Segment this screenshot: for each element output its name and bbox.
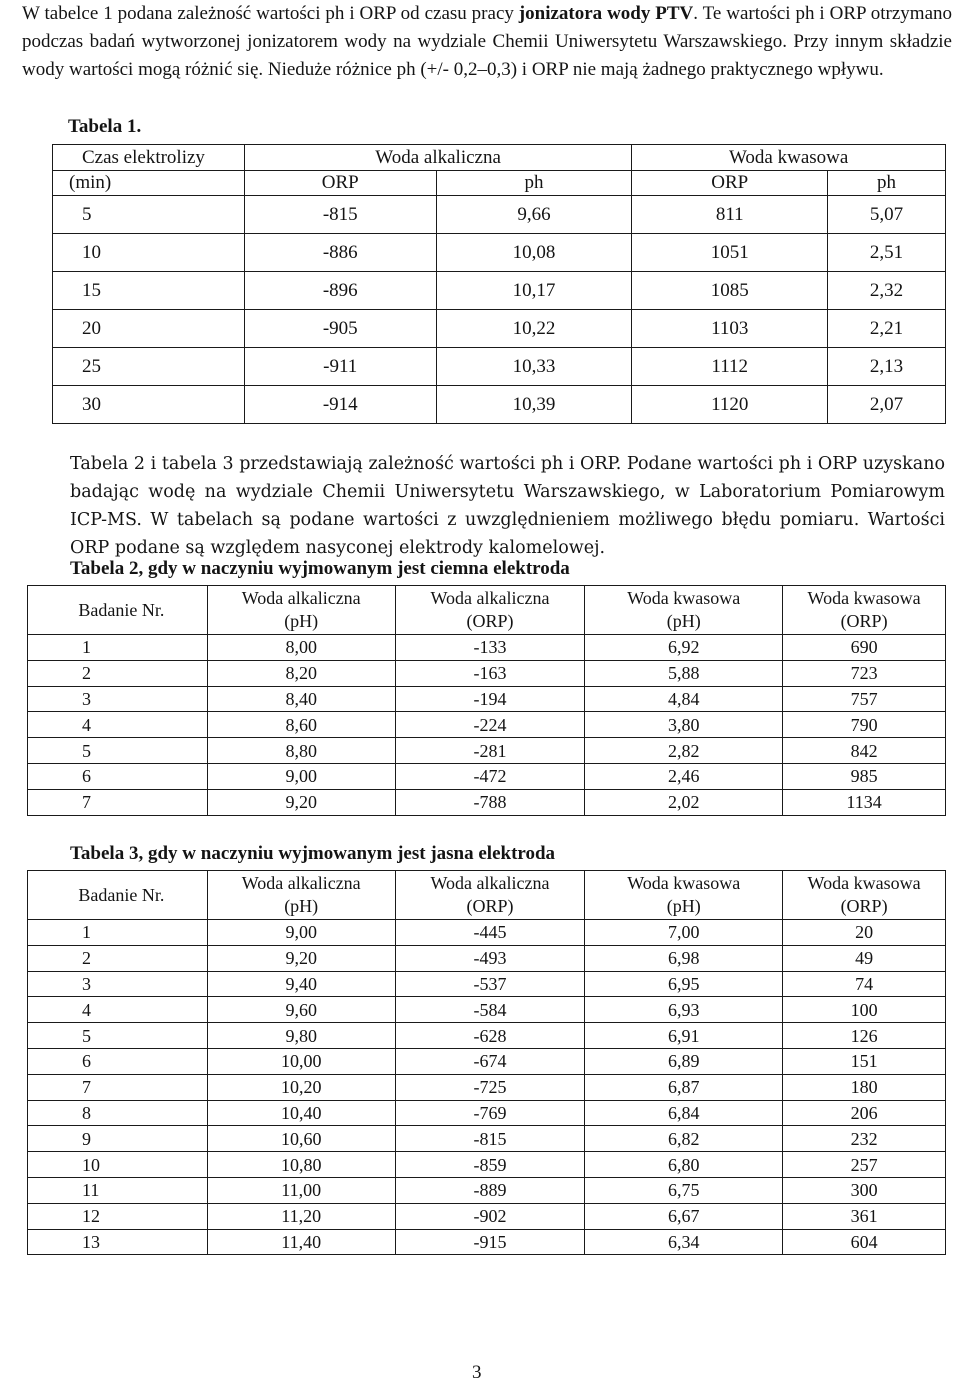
table1-cell-time: 15	[53, 272, 245, 310]
table2-cell: 6,92	[585, 635, 783, 661]
table3-cell: 9,60	[207, 997, 395, 1023]
table3-cell-nr: 13	[28, 1229, 208, 1255]
table3-cell: 100	[783, 997, 946, 1023]
table3-cell: 6,89	[585, 1048, 783, 1074]
table-row	[53, 196, 946, 234]
table1-cell: 10,08	[436, 234, 632, 272]
table1-cell: 1103	[632, 310, 828, 348]
table3-cell: 206	[783, 1100, 946, 1126]
table2-cell-nr: 6	[28, 763, 208, 789]
table2-cell: 8,20	[207, 660, 395, 686]
table3-cell: 6,82	[585, 1126, 783, 1152]
table1-cell: 2,13	[828, 348, 946, 386]
table2-cell: 5,88	[585, 660, 783, 686]
table1-cell: 2,32	[828, 272, 946, 310]
table2-cell-nr: 5	[28, 738, 208, 764]
table3-cell: 126	[783, 1023, 946, 1049]
table-row	[28, 971, 946, 997]
table-row	[53, 234, 946, 272]
table2-cell: 3,80	[585, 712, 783, 738]
intro-bold-product: jonizatora wody PTV	[518, 3, 694, 24]
table1-cell: -886	[244, 234, 436, 272]
table3-cell-nr: 7	[28, 1074, 208, 1100]
table1-sub-header: ph	[436, 171, 632, 196]
table2-cell: -472	[395, 763, 585, 789]
table1-header-time-unit: (min)	[53, 171, 245, 196]
table3-cell-nr: 12	[28, 1203, 208, 1229]
table-row	[28, 945, 946, 971]
table2-header-line2: (pH)	[284, 611, 319, 631]
table3-cell-nr: 2	[28, 945, 208, 971]
table3-cell: 10,80	[207, 1152, 395, 1178]
table3-cell: -493	[395, 945, 585, 971]
table3-cell: 74	[783, 971, 946, 997]
table2-cell: -163	[395, 660, 585, 686]
table1-cell: 10,39	[436, 386, 632, 424]
table1-body	[53, 196, 946, 424]
table1-cell: 5,07	[828, 196, 946, 234]
table3-header-line2: (pH)	[666, 896, 701, 916]
table1-cell: -914	[244, 386, 436, 424]
table-row	[28, 997, 946, 1023]
table2-cell: 757	[783, 686, 946, 712]
table2-cell: -194	[395, 686, 585, 712]
table1-sub-header: ph	[828, 171, 946, 196]
table3-cell: 11,40	[207, 1229, 395, 1255]
table2-cell-nr: 3	[28, 686, 208, 712]
table-row	[28, 1177, 946, 1203]
table2-cell: 723	[783, 660, 946, 686]
table2-cell: 1134	[783, 789, 946, 815]
table1-cell: -911	[244, 348, 436, 386]
table2-header-line1: Woda kwasowa	[627, 588, 741, 608]
table2-cell-nr: 4	[28, 712, 208, 738]
table3-cell: 6,67	[585, 1203, 783, 1229]
table2-header-line1: Badanie Nr.	[78, 599, 165, 620]
table1-cell: 1085	[632, 272, 828, 310]
table2-cell: 985	[783, 763, 946, 789]
table3-header-line2: (ORP)	[840, 896, 888, 916]
table3-cell: 151	[783, 1048, 946, 1074]
table3-cell: 10,00	[207, 1048, 395, 1074]
table2-cell: 2,46	[585, 763, 783, 789]
table3-cell: -889	[395, 1177, 585, 1203]
table3	[27, 870, 946, 1255]
table3-header-cell	[207, 871, 395, 920]
table2-header-line2: (ORP)	[466, 611, 514, 631]
table1-cell: -896	[244, 272, 436, 310]
table2	[27, 585, 946, 816]
table1-cell-time: 25	[53, 348, 245, 386]
table2-cell: -133	[395, 635, 585, 661]
table2-title: Tabela 2, gdy w naczyniu wyjmowanym jest ciemna elektroda	[70, 558, 570, 579]
table3-header-line2: (ORP)	[466, 896, 514, 916]
table1-cell: 1120	[632, 386, 828, 424]
table2-body	[28, 635, 946, 816]
table2-header-cell	[585, 586, 783, 635]
table3-cell: 180	[783, 1074, 946, 1100]
table2-cell: 790	[783, 712, 946, 738]
table1-cell: 9,66	[436, 196, 632, 234]
table3-cell: -815	[395, 1126, 585, 1152]
table2-cell: 690	[783, 635, 946, 661]
table3-cell: 7,00	[585, 920, 783, 946]
table3-cell: -859	[395, 1152, 585, 1178]
table2-cell-nr: 7	[28, 789, 208, 815]
table3-header-line1: Woda alkaliczna	[241, 873, 361, 893]
table3-header-cell	[783, 871, 946, 920]
table1-cell: 811	[632, 196, 828, 234]
table1-cell-time: 30	[53, 386, 245, 424]
table3-header-line1: Woda kwasowa	[807, 873, 921, 893]
page-number: 3	[472, 1362, 482, 1383]
table2-header-cell	[207, 586, 395, 635]
intro-paragraph	[22, 0, 952, 84]
table3-cell: 6,87	[585, 1074, 783, 1100]
table3-cell-nr: 8	[28, 1100, 208, 1126]
table-row	[28, 1100, 946, 1126]
table-row	[53, 348, 946, 386]
table3-cell: 6,98	[585, 945, 783, 971]
table-row	[28, 712, 946, 738]
table3-cell: 300	[783, 1177, 946, 1203]
table2-cell: 4,84	[585, 686, 783, 712]
table3-cell: -915	[395, 1229, 585, 1255]
table3-cell-nr: 4	[28, 997, 208, 1023]
table-row	[28, 1023, 946, 1049]
table1-cell-time: 10	[53, 234, 245, 272]
table3-cell: 6,95	[585, 971, 783, 997]
table-row	[28, 635, 946, 661]
table2-header-cell	[783, 586, 946, 635]
table2-cell: 9,20	[207, 789, 395, 815]
table2-cell: 8,80	[207, 738, 395, 764]
table2-header-cell	[395, 586, 585, 635]
table3-cell-nr: 10	[28, 1152, 208, 1178]
table-row	[28, 660, 946, 686]
table-row	[28, 1048, 946, 1074]
table1-cell: 2,21	[828, 310, 946, 348]
table1-sub-header: ORP	[244, 171, 436, 196]
table3-cell: -445	[395, 920, 585, 946]
table2-cell-nr: 1	[28, 635, 208, 661]
table3-cell-nr: 9	[28, 1126, 208, 1152]
table-row	[28, 1229, 946, 1255]
table-row	[28, 1126, 946, 1152]
table1-header-time: Czas elektrolizy	[53, 145, 245, 171]
table2-header-cell	[28, 586, 208, 635]
table3-header-row	[28, 871, 946, 920]
table3-cell-nr: 11	[28, 1177, 208, 1203]
table3-cell: 232	[783, 1126, 946, 1152]
table1-sub-header: ORP	[632, 171, 828, 196]
table3-header-cell	[395, 871, 585, 920]
table2-cell: 9,00	[207, 763, 395, 789]
table3-cell: 11,00	[207, 1177, 395, 1203]
table3-cell: 257	[783, 1152, 946, 1178]
intro-text-rest: . Te wartości ph i ORP otrzymano podczas badań wytworzonej jonizatorem wody na wydziale Chemii Uniwersytetu Warszawskiego. Przy innym składzie wody wartości mogą różnić się. Nieduże różnice ph (+/- 0,2–0,3) i ORP nie mają żadnego praktycznego wpływu.	[22, 3, 953, 80]
table3-body	[28, 920, 946, 1255]
table3-cell: 6,80	[585, 1152, 783, 1178]
table1-cell: 10,33	[436, 348, 632, 386]
table3-cell: 10,40	[207, 1100, 395, 1126]
table3-cell: 49	[783, 945, 946, 971]
table2-cell: 2,02	[585, 789, 783, 815]
table-row	[53, 272, 946, 310]
table-row	[53, 386, 946, 424]
table-row	[28, 738, 946, 764]
table3-header-line1: Woda alkaliczna	[430, 873, 550, 893]
paragraph-2: Tabela 2 i tabela 3 przedstawiają zależność wartości ph i ORP. Podane wartości ph i ORP uzyskano badając wodę na wydziale Chemii Uniwersytetu Warszawskiego, w Laboratorium Pomiarowym ICP-MS. W tabelach są podane wartości z uwzględnieniem możliwego błędu pomiaru. Wartości ORP podane są względem nasyconej elektrody kalomelowej.	[70, 454, 945, 558]
table3-cell-nr: 6	[28, 1048, 208, 1074]
table2-cell-nr: 2	[28, 660, 208, 686]
table2-cell: -788	[395, 789, 585, 815]
table3-cell: 604	[783, 1229, 946, 1255]
table1	[52, 144, 946, 424]
table1-cell: 10,17	[436, 272, 632, 310]
table3-cell: -674	[395, 1048, 585, 1074]
table1-cell: 10,22	[436, 310, 632, 348]
table1-cell: -905	[244, 310, 436, 348]
table-row	[28, 1074, 946, 1100]
table2-cell: 8,60	[207, 712, 395, 738]
table3-cell: -769	[395, 1100, 585, 1126]
table1-cell: 1112	[632, 348, 828, 386]
table3-cell: 10,20	[207, 1074, 395, 1100]
table3-header-line2: (pH)	[284, 896, 319, 916]
table2-cell: -281	[395, 738, 585, 764]
table3-cell: 6,75	[585, 1177, 783, 1203]
table3-cell: -628	[395, 1023, 585, 1049]
table1-cell: 2,07	[828, 386, 946, 424]
intro-text-start: W tabelce 1 podana zależność wartości ph i ORP od czasu pracy	[22, 3, 519, 24]
table3-cell: 9,00	[207, 920, 395, 946]
table3-cell: 9,80	[207, 1023, 395, 1049]
table-row	[28, 1152, 946, 1178]
table2-header-line2: (ORP)	[840, 611, 888, 631]
table1-title: Tabela 1.	[68, 116, 142, 137]
table2-header-line1: Woda alkaliczna	[430, 588, 550, 608]
table-row	[28, 763, 946, 789]
table3-header-cell	[28, 871, 208, 920]
table1-header-alkaline: Woda alkaliczna	[244, 145, 632, 171]
table2-header-row	[28, 586, 946, 635]
table3-cell: -725	[395, 1074, 585, 1100]
table-row	[28, 789, 946, 815]
table3-header-line1: Badanie Nr.	[78, 884, 165, 905]
table3-cell-nr: 5	[28, 1023, 208, 1049]
table3-title: Tabela 3, gdy w naczyniu wyjmowanym jest jasna elektroda	[70, 843, 556, 864]
table3-header-line1: Woda kwasowa	[627, 873, 741, 893]
table2-cell: 842	[783, 738, 946, 764]
table2-cell: 2,82	[585, 738, 783, 764]
table3-header-cell	[585, 871, 783, 920]
table3-cell: 11,20	[207, 1203, 395, 1229]
table3-cell: 9,40	[207, 971, 395, 997]
table3-cell: -584	[395, 997, 585, 1023]
table3-cell: 6,34	[585, 1229, 783, 1255]
table2-cell: 8,40	[207, 686, 395, 712]
table3-cell: 6,91	[585, 1023, 783, 1049]
table2-header-line1: Woda kwasowa	[807, 588, 921, 608]
table2-cell: 8,00	[207, 635, 395, 661]
table2-cell: -224	[395, 712, 585, 738]
table-row	[53, 310, 946, 348]
table3-cell: 20	[783, 920, 946, 946]
table3-cell: 6,93	[585, 997, 783, 1023]
table-row	[28, 686, 946, 712]
table3-cell-nr: 1	[28, 920, 208, 946]
table3-cell: 6,84	[585, 1100, 783, 1126]
table2-header-line2: (pH)	[666, 611, 701, 631]
table3-cell: -537	[395, 971, 585, 997]
table1-cell: -815	[244, 196, 436, 234]
table3-cell: 9,20	[207, 945, 395, 971]
table3-cell: 10,60	[207, 1126, 395, 1152]
table3-cell: 361	[783, 1203, 946, 1229]
table-row	[28, 920, 946, 946]
table3-cell: -902	[395, 1203, 585, 1229]
table1-header-acidic: Woda kwasowa	[632, 145, 946, 171]
table3-cell-nr: 3	[28, 971, 208, 997]
table1-cell-time: 5	[53, 196, 245, 234]
table-row	[28, 1203, 946, 1229]
table2-header-line1: Woda alkaliczna	[241, 588, 361, 608]
table1-cell-time: 20	[53, 310, 245, 348]
table1-cell: 2,51	[828, 234, 946, 272]
table1-cell: 1051	[632, 234, 828, 272]
